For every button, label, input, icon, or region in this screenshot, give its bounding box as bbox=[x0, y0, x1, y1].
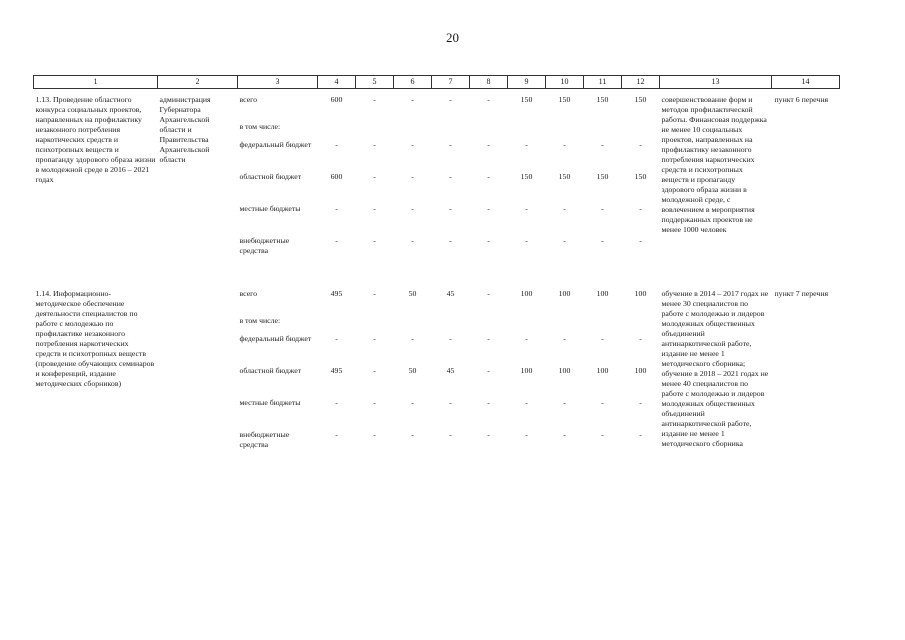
funding-value-cell: - bbox=[601, 235, 604, 245]
activity-cell: 1.13. Проведение областного конкурса социальных проектов, направленных на профилактику незаконного потребления наркотических средств и психотропных веществ и пропаганду здорового образа жизни в молодежной среде в 2016 – 2021 годах bbox=[35, 95, 156, 184]
funding-source-cell: местные бюджеты bbox=[239, 397, 301, 407]
funding-value-cell: - bbox=[563, 139, 566, 149]
funding-value-cell: - bbox=[487, 333, 490, 343]
funding-value-cell: 495 bbox=[330, 365, 343, 375]
column-header: 7 bbox=[432, 76, 470, 89]
funding-value-cell bbox=[546, 121, 584, 139]
funding-value-cell: 150 bbox=[520, 171, 533, 181]
funding-value-cell: - bbox=[487, 288, 490, 298]
header-row bbox=[34, 76, 840, 89]
funding-value-cell: - bbox=[335, 203, 338, 213]
funding-source-cell: областной бюджет bbox=[239, 365, 302, 375]
funding-value-cell: 100 bbox=[634, 365, 647, 375]
funding-value-cell: - bbox=[335, 139, 338, 149]
funding-value-cell bbox=[584, 315, 622, 333]
funding-value-cell: - bbox=[563, 333, 566, 343]
funding-value-cell: - bbox=[411, 171, 414, 181]
reference-cell: пункт 6 перечня bbox=[774, 95, 829, 104]
activity-cell: 1.14. Информационно-методическое обеспечение деятельности специалистов по работе с молодежью по профилактике незаконного потребления наркотических средств и психотропных веществ (проведение обучающих семинаров и конференций, издание методических сборников) bbox=[35, 288, 155, 388]
funding-value-cell: - bbox=[373, 365, 376, 375]
funding-source-cell: всего bbox=[239, 288, 258, 298]
column-header: 12 bbox=[622, 76, 660, 89]
funding-value-cell: 100 bbox=[558, 365, 571, 375]
funding-source-cell: федеральный бюджет bbox=[239, 333, 312, 343]
funding-value-cell: 600 bbox=[330, 95, 343, 104]
funding-value-cell: - bbox=[639, 203, 642, 213]
funding-value-cell: 495 bbox=[330, 288, 343, 298]
funding-value-cell: - bbox=[411, 203, 414, 213]
funding-value-cell: 100 bbox=[520, 288, 533, 298]
funding-value-cell: 150 bbox=[634, 95, 647, 104]
funding-value-cell bbox=[622, 315, 660, 333]
funding-value-cell: 100 bbox=[596, 288, 609, 298]
funding-value-cell: - bbox=[373, 203, 376, 213]
funding-value-cell: - bbox=[487, 95, 490, 104]
funding-value-cell: - bbox=[487, 365, 490, 375]
funding-source-cell: областной бюджет bbox=[239, 171, 302, 181]
column-header: 8 bbox=[470, 76, 508, 89]
funding-value-cell: - bbox=[373, 95, 376, 104]
funding-value-cell: 150 bbox=[596, 171, 609, 181]
funding-value-cell: - bbox=[411, 333, 414, 343]
funding-value-cell: 100 bbox=[558, 288, 571, 298]
executor-cell: администрация Губернатора Архангельской области и Правительства Архангельской области bbox=[159, 95, 211, 164]
funding-value-cell bbox=[432, 315, 470, 333]
funding-value-cell: - bbox=[601, 397, 604, 407]
funding-value-cell bbox=[546, 315, 584, 333]
result-cell: обучение в 2014 – 2017 годах не менее 30 специалистов по работе с молодежью и лидеров молодежных общественных объединений антинаркотической работе, издание не менее 1 методического сборника; обучение в 2018 – 2021 годах не менее 40 специалистов по работе с молодежью и лидеров молодежных общественных объединений антинаркотической работе, издание не менее 1 методического сборника bbox=[661, 288, 769, 448]
funding-value-cell: - bbox=[563, 397, 566, 407]
funding-value-cell: - bbox=[335, 235, 338, 245]
funding-value-cell: - bbox=[335, 397, 338, 407]
column-header: 11 bbox=[584, 76, 622, 89]
funding-source-cell: в том числе: bbox=[239, 315, 281, 325]
column-header: 14 bbox=[772, 76, 840, 89]
funding-value-cell: - bbox=[373, 429, 376, 439]
funding-value-cell: - bbox=[449, 95, 452, 104]
funding-source-cell: внебюджетные средства bbox=[239, 235, 290, 255]
funding-value-cell: - bbox=[449, 429, 452, 439]
funding-value-cell: - bbox=[639, 397, 642, 407]
funding-value-cell: 600 bbox=[330, 171, 343, 181]
column-header: 13 bbox=[660, 76, 772, 89]
funding-value-cell: 150 bbox=[558, 95, 571, 104]
funding-value-cell: - bbox=[639, 235, 642, 245]
funding-value-cell: - bbox=[525, 429, 528, 439]
reference-cell: пункт 7 перечня bbox=[774, 288, 829, 298]
funding-value-cell: - bbox=[411, 95, 414, 104]
funding-value-cell: - bbox=[487, 203, 490, 213]
funding-source-cell: в том числе: bbox=[239, 121, 281, 131]
funding-value-cell: - bbox=[487, 171, 490, 181]
funding-value-cell bbox=[470, 315, 508, 333]
funding-value-cell: - bbox=[525, 203, 528, 213]
funding-value-cell: 100 bbox=[634, 288, 647, 298]
funding-value-cell: - bbox=[335, 429, 338, 439]
funding-value-cell: - bbox=[449, 139, 452, 149]
column-header: 1 bbox=[34, 76, 158, 89]
page-number: 20 bbox=[446, 30, 459, 45]
funding-value-cell: 150 bbox=[634, 171, 647, 181]
funding-value-cell: - bbox=[525, 397, 528, 407]
funding-value-cell: - bbox=[411, 429, 414, 439]
funding-source-cell: внебюджетные средства bbox=[239, 429, 290, 449]
funding-value-cell: - bbox=[411, 139, 414, 149]
funding-value-cell: 100 bbox=[596, 365, 609, 375]
funding-value-cell bbox=[394, 315, 432, 333]
funding-value-cell bbox=[432, 121, 470, 139]
funding-value-cell bbox=[584, 121, 622, 139]
funding-value-cell: - bbox=[335, 333, 338, 343]
column-header: 6 bbox=[394, 76, 432, 89]
funding-value-cell bbox=[508, 121, 546, 139]
funding-value-cell: - bbox=[563, 429, 566, 439]
funding-value-cell: - bbox=[639, 333, 642, 343]
funding-value-cell: - bbox=[601, 139, 604, 149]
funding-value-cell: - bbox=[449, 235, 452, 245]
funding-value-cell: 150 bbox=[596, 95, 609, 104]
program-table bbox=[33, 75, 840, 459]
funding-value-cell: - bbox=[449, 203, 452, 213]
funding-source-cell: всего bbox=[239, 95, 258, 104]
funding-value-cell: 100 bbox=[520, 365, 533, 375]
column-header: 10 bbox=[546, 76, 584, 89]
funding-value-cell: - bbox=[601, 333, 604, 343]
column-header: 2 bbox=[158, 76, 238, 89]
funding-value-cell: - bbox=[373, 333, 376, 343]
funding-value-cell: - bbox=[373, 139, 376, 149]
funding-value-cell bbox=[622, 121, 660, 139]
column-header: 3 bbox=[238, 76, 318, 89]
funding-value-cell: - bbox=[487, 429, 490, 439]
funding-value-cell: - bbox=[487, 397, 490, 407]
funding-value-cell: - bbox=[449, 171, 452, 181]
funding-value-cell: - bbox=[639, 139, 642, 149]
funding-value-cell bbox=[318, 121, 356, 139]
funding-value-cell bbox=[356, 121, 394, 139]
funding-value-cell: - bbox=[373, 171, 376, 181]
column-header: 5 bbox=[356, 76, 394, 89]
table-row bbox=[34, 283, 840, 315]
funding-value-cell: - bbox=[373, 397, 376, 407]
funding-value-cell: - bbox=[601, 203, 604, 213]
funding-source-cell: местные бюджеты bbox=[239, 203, 301, 213]
column-header: 9 bbox=[508, 76, 546, 89]
funding-value-cell: - bbox=[449, 397, 452, 407]
funding-source-cell: федеральный бюджет bbox=[239, 139, 312, 149]
table-body bbox=[34, 89, 840, 459]
column-header: 4 bbox=[318, 76, 356, 89]
funding-value-cell: - bbox=[411, 397, 414, 407]
executor-cell bbox=[158, 283, 238, 459]
spacer-cell bbox=[34, 265, 840, 283]
funding-value-cell bbox=[356, 315, 394, 333]
funding-value-cell bbox=[394, 121, 432, 139]
funding-value-cell: - bbox=[525, 235, 528, 245]
funding-value-cell: - bbox=[639, 429, 642, 439]
funding-value-cell bbox=[508, 315, 546, 333]
row-spacer bbox=[34, 265, 840, 283]
result-cell: совершенствование форм и методов профилактической работы. Финансовая поддержка не менее 10 социальных проектов, направленных на профилактику незаконного потребления наркотических средств и психотропных веществ и пропаганду здорового образа жизни в молодежной среде, с вовлечением в мероприятия поддержанных проектов не менее 1000 человек bbox=[661, 95, 767, 234]
funding-value-cell: - bbox=[373, 288, 376, 298]
funding-value-cell: - bbox=[563, 203, 566, 213]
funding-value-cell: - bbox=[411, 235, 414, 245]
funding-value-cell: - bbox=[373, 235, 376, 245]
funding-value-cell: - bbox=[487, 139, 490, 149]
table-row bbox=[34, 89, 840, 121]
funding-value-cell: 45 bbox=[446, 365, 455, 375]
funding-value-cell: 45 bbox=[446, 288, 455, 298]
funding-value-cell: - bbox=[449, 333, 452, 343]
funding-value-cell: - bbox=[563, 235, 566, 245]
funding-value-cell bbox=[470, 121, 508, 139]
funding-value-cell: - bbox=[601, 429, 604, 439]
funding-value-cell: - bbox=[487, 235, 490, 245]
funding-value-cell: 50 bbox=[408, 288, 417, 298]
funding-value-cell: 150 bbox=[520, 95, 533, 104]
funding-value-cell bbox=[318, 315, 356, 333]
funding-value-cell: 150 bbox=[558, 171, 571, 181]
funding-value-cell: 50 bbox=[408, 365, 417, 375]
funding-value-cell: - bbox=[525, 333, 528, 343]
funding-value-cell: - bbox=[525, 139, 528, 149]
